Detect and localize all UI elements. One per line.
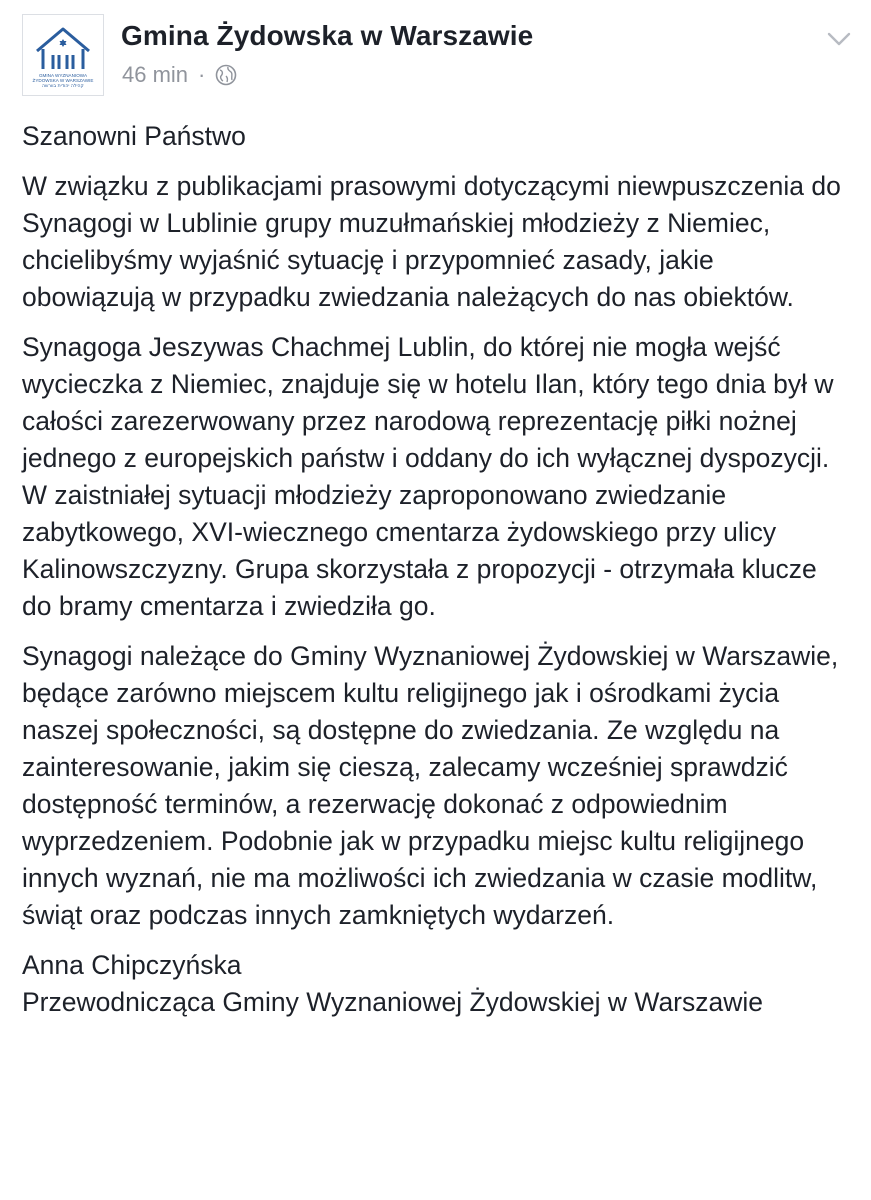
post-header: [22, 14, 852, 96]
page-avatar[interactable]: [22, 14, 104, 96]
signature-title: Przewodnicząca Gminy Wyznaniowej Żydowskiej w Warszawie: [22, 987, 764, 1017]
post-body: [22, 118, 852, 1021]
logo-text-line2: ŻYDOWSKA W WARSZAWIE: [32, 78, 94, 83]
logo-text-line3: קהילה יהודית בוורשה: [42, 84, 84, 89]
globe-icon[interactable]: [215, 64, 237, 86]
page-name-link[interactable]: Gmina Żydowska w Warszawie: [121, 20, 534, 51]
logo-text-line1: GMINA WYZNANIOWA: [38, 73, 88, 78]
signature-name: Anna Chipczyńska: [22, 950, 242, 980]
post-paragraph: W związku z publikacjami prasowymi dotyczącymi niewpuszczenia do Synagogi w Lublinie grupy muzułmańskiej młodzieży z Niemiec, chcielibyśmy wyjaśnić sytuację i przypomnieć zasady, jakie obowiązują w przypadku zwiedzania należących do nas obiektów.: [22, 171, 841, 312]
meta-separator: ·: [198, 62, 206, 87]
community-logo-icon: [23, 15, 103, 95]
post-greeting: Szanowni Państwo: [22, 121, 246, 151]
post-paragraph: Synagogi należące do Gminy Wyznaniowej Żydowskiej w Warszawie, będące zarówno miejscem kultu religijnego jak i ośrodkami życia naszej społeczności, są dostępne do zwiedzania. Ze względu na zainteresowanie, jakim się cieszą, zalecamy wcześniej sprawdzić dostępność terminów, a rezerwację dokonać z odpowiednim wyprzedzeniem. Podobnie jak w przypadku miejsc kultu religijnego innych wyznań, nie ma możliwości ich zwiedzania w czasie modlitw, świąt oraz podczas innych zamkniętych wydarzeń.: [22, 641, 839, 930]
post-timestamp[interactable]: 46 min: [122, 62, 189, 87]
post-meta: [122, 62, 237, 88]
chevron-down-icon[interactable]: [822, 22, 856, 56]
post-paragraph: Synagoga Jeszywas Chachmej Lublin, do której nie mogła wejść wycieczka z Niemiec, znajduje się w hotelu Ilan, który tego dnia był w całości zarezerwowany przez narodową reprezentację piłki nożnej jednego z europejskich państw i oddany do ich wyłącznej dyspozycji. W zaistniałej sytuacji młodzieży zaproponowano zwiedzanie zabytkowego, XVI-wiecznego cmentarza żydowskiego przy ulicy Kalinowszczyzny. Grupa skorzystała z propozycji - otrzymała klucze do bramy cmentarza i zwiedziła go.: [22, 332, 834, 621]
